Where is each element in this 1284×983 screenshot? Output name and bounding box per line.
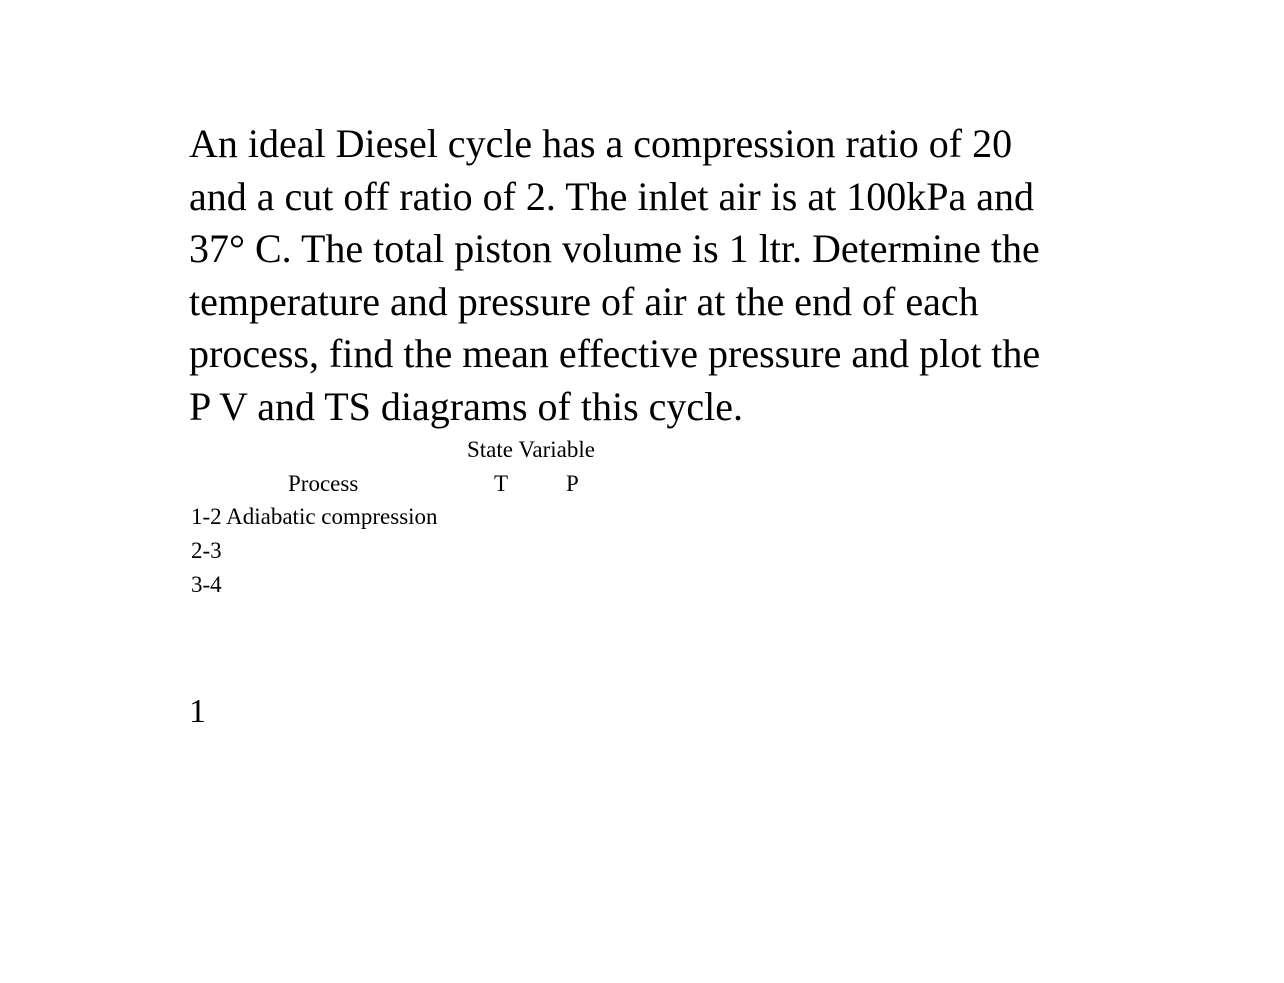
problem-line: An ideal Diesel cycle has a compression ratio of 20 <box>189 121 1013 166</box>
page-number: 1 <box>189 693 206 730</box>
table-row-process: 2-3 <box>191 538 222 563</box>
problem-line: P V and TS diagrams of this cycle. <box>189 383 744 429</box>
process-column-header: Process <box>288 471 359 496</box>
table-row-process: 3-4 <box>191 572 222 597</box>
p-column-header: P <box>566 471 579 496</box>
problem-line: temperature and pressure of air at the end of each <box>189 278 979 324</box>
state-variable-header: State Variable <box>467 437 595 462</box>
problem-line: process, find the mean effective pressure and plot the <box>189 331 1041 376</box>
t-column-header: T <box>494 471 509 496</box>
problem-line: and a cut off ratio of 2. The inlet air is at 100kPa and <box>189 173 1034 219</box>
problem-line: 37° C. The total piston volume is 1 ltr. Determine the <box>189 226 1040 271</box>
table-row-process: 1-2 Adiabatic compression <box>191 504 438 529</box>
problem-statement <box>189 118 1149 433</box>
